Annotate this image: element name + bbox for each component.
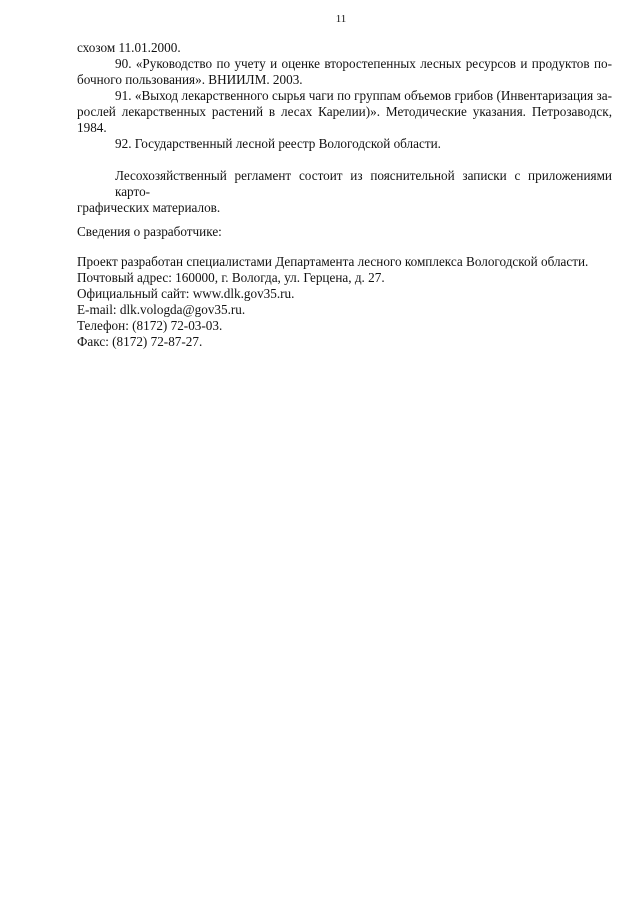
developer-email: E-mail: dlk.vologda@gov35.ru.: [77, 302, 246, 317]
page-body: [77, 40, 612, 350]
reference-91-line: рослей лекарственных растений в лесах Карелии)». Методические указания. Петрозаводск,: [77, 104, 612, 119]
reference-90-line: бочного пользования». ВНИИЛМ. 2003.: [77, 72, 303, 87]
developer-project-line: Проект разработан специалистами Департамента лесного комплекса Вологодской области.: [77, 254, 589, 269]
developer-info: [77, 254, 612, 350]
reference-90-line: 90. «Руководство по учету и оценке второстепенных лесных ресурсов и продуктов по-: [115, 56, 612, 71]
page-number: 11: [335, 13, 347, 25]
regulation-note-line: Лесохозяйственный регламент состоит из пояснительной записки с приложениями карто-: [115, 168, 612, 199]
reference-91-line: 1984.: [77, 120, 107, 135]
developer-website: Официальный сайт: www.dlk.gov35.ru.: [77, 286, 295, 301]
reference-continuation: схозом 11.01.2000.: [77, 40, 181, 55]
developer-fax: Факс: (8172) 72-87-27.: [77, 334, 203, 349]
regulation-note-line: графических материалов.: [77, 200, 221, 215]
reference-92-line: 92. Государственный лесной реестр Вологодской области.: [115, 136, 441, 151]
developer-phone: Телефон: (8172) 72-03-03.: [77, 318, 223, 333]
reference-91-line: 91. «Выход лекарственного сырья чаги по группам объемов грибов (Инвентаризация за-: [115, 88, 612, 103]
developer-heading: Сведения о разработчике:: [77, 224, 222, 239]
references-list: [77, 40, 612, 152]
developer-address: Почтовый адрес: 160000, г. Вологда, ул. Герцена, д. 27.: [77, 270, 385, 285]
regulation-note: [77, 168, 612, 216]
